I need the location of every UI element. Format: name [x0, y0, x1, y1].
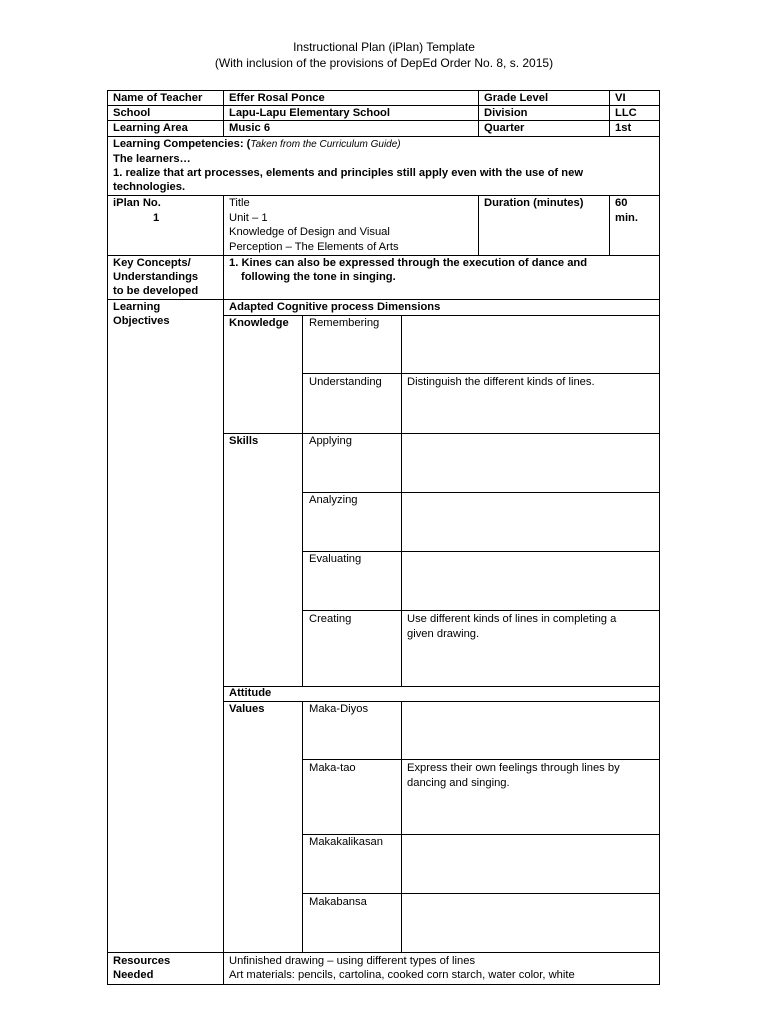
iplan-number: 1	[153, 212, 160, 224]
competencies-label: Learning Competencies: (Taken from the Curriculum Guide)	[113, 138, 401, 150]
maka-tao-text-2: dancing and singing.	[407, 777, 510, 789]
understanding-text: Distinguish the different kinds of lines.	[407, 376, 595, 388]
maka-tao-label: Maka-tao	[309, 762, 356, 774]
key-concepts-label-2: Understandings	[113, 271, 199, 283]
key-concepts-text-2: following the tone in singing.	[241, 271, 396, 283]
duration-unit: min.	[615, 212, 638, 224]
key-concepts-label-1: Key Concepts/	[113, 257, 191, 269]
understanding-label: Understanding	[309, 376, 382, 388]
maka-diyos-label: Maka-Diyos	[309, 703, 369, 715]
key-concepts-label-3: to be developed	[113, 285, 199, 297]
quarter-value: 1st	[615, 122, 632, 134]
iplan-label: iPlan No.	[113, 197, 161, 209]
competencies-note: Taken from the Curriculum Guide)	[250, 139, 401, 150]
area-label: Learning Area	[113, 122, 188, 134]
makabansa-label: Makabansa	[309, 896, 367, 908]
grade-label: Grade Level	[484, 92, 549, 104]
duration-label: Duration (minutes)	[484, 197, 584, 209]
key-concepts-text-1: 1. Kines can also be expressed through the execution of dance and	[229, 257, 588, 269]
title-line2: Perception – The Elements of Arts	[229, 241, 399, 253]
grade-value: VI	[615, 92, 626, 104]
objectives-label-1: Learning	[113, 301, 161, 313]
resources-line2: Art materials: pencils, cartolina, cooked corn starch, water color, white	[229, 969, 575, 981]
creating-text-1: Use different kinds of lines in completing a	[407, 613, 617, 625]
teacher-value: Effer Rosal Ponce	[229, 92, 325, 104]
division-label: Division	[484, 107, 528, 119]
duration-value: 60	[615, 197, 628, 209]
applying-label: Applying	[309, 435, 352, 447]
page-subtitle: (With inclusion of the provisions of DepEd Order No. 8, s. 2015)	[214, 56, 554, 70]
title-label: Title	[229, 197, 250, 209]
analyzing-label: Analyzing	[309, 494, 358, 506]
page-title: Instructional Plan (iPlan) Template	[293, 40, 475, 54]
competency-item-line1: 1. realize that art processes, elements and principles still apply even with the use of new	[113, 167, 584, 179]
unit-label: Unit – 1	[229, 212, 268, 224]
title-line1: Knowledge of Design and Visual	[229, 226, 390, 238]
values-label: Values	[229, 703, 265, 715]
maka-tao-text-1: Express their own feelings through lines by	[407, 762, 620, 774]
remembering-label: Remembering	[309, 317, 380, 329]
competency-item-line2: technologies.	[113, 181, 186, 193]
division-value: LLC	[615, 107, 637, 119]
skills-label: Skills	[229, 435, 259, 447]
competencies-learners: The learners…	[113, 153, 191, 165]
knowledge-label: Knowledge	[229, 317, 289, 329]
dimensions-header: Adapted Cognitive process Dimensions	[229, 301, 441, 313]
resources-line1: Unfinished drawing – using different types of lines	[229, 955, 476, 967]
evaluating-label: Evaluating	[309, 553, 362, 565]
quarter-label: Quarter	[484, 122, 525, 134]
creating-label: Creating	[309, 613, 352, 625]
teacher-label: Name of Teacher	[113, 92, 203, 104]
objectives-label-2: Objectives	[113, 315, 170, 327]
school-value: Lapu-Lapu Elementary School	[229, 107, 391, 119]
creating-text-2: given drawing.	[407, 628, 480, 640]
makakalikasan-label: Makakalikasan	[309, 836, 383, 848]
area-value: Music 6	[229, 122, 271, 134]
school-label: School	[113, 107, 151, 119]
resources-label-2: Needed	[113, 969, 154, 981]
attitude-label: Attitude	[229, 687, 272, 699]
resources-label-1: Resources	[113, 955, 171, 967]
